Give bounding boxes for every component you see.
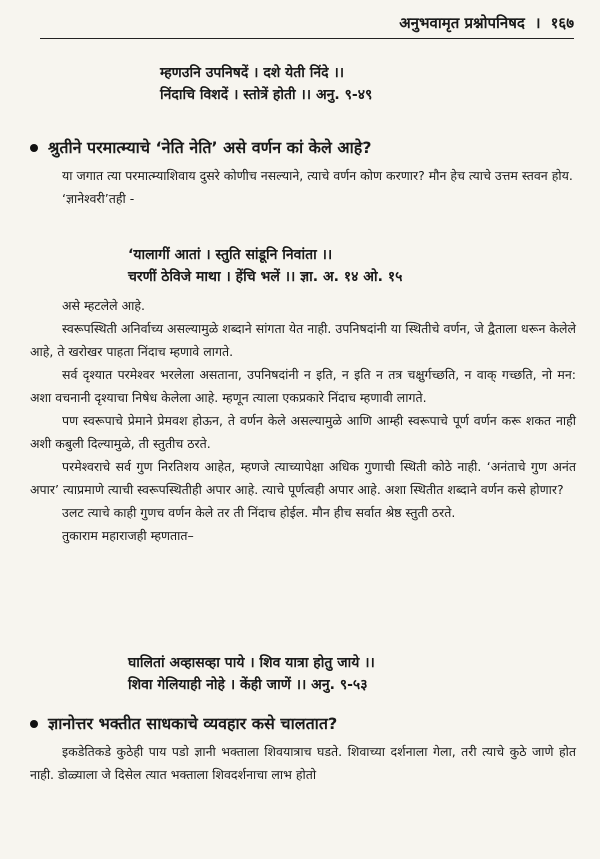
verse-line: म्हणउनि उपनिषदें । दशे येती निंदे ।। [160, 65, 345, 81]
paragraph: या जगात त्या परमात्म्याशिवाय दुसरे कोणीच नसल्याने, त्याचे वर्णन कोण करणार? मौन हेच त्याचे उत्तम स्तवन होय. [62, 168, 573, 183]
question-heading-2 [30, 712, 580, 736]
verse-block-1 [160, 62, 372, 106]
bullet-icon [30, 720, 38, 728]
paragraph: परमेश्वराचे सर्व गुण निरतिशय आहेत, म्हणजे त्याच्यापेक्षा अधिक गुणाची स्थिती कोठे नाही. ‘अनंताचे गुण अनंत अपार’ त्याप्रमाणे त्याची स्वरूपस्थितीही अपार आहे. त्याचे पूर्णत्वही अपार आहे. अशा स्थितीत शब्दाने वर्णन कसे होणार? [30, 459, 576, 497]
paragraph: इकडेतिकडे कुठेही पाय पडो ज्ञानी भक्ताला शिवयात्राच घडते. शिवाच्या दर्शनाला गेला, तरी त्याचे कुठे जाणे होत नाही. डोळ्याला जे दिसेल त्यात भक्ताला शिवदर्शनाचा लाभ होतो [30, 744, 576, 782]
question-text: ज्ञानोत्तर भक्तीत साधकाचे व्यवहार कसे चालतात? [48, 714, 338, 733]
verse-line: ‘यालागीं आतां । स्तुति सांडूनि निवांता ।। [128, 247, 333, 263]
verse-line: घालितां अव्हासव्हा पाये । शिव यात्रा होतु जाये ।। [128, 655, 375, 671]
answer-paragraph-1 [30, 164, 576, 210]
question-text: श्रुतीने परमात्म्याचे ‘नेति नेति’ असे वर्णन कां केले आहे? [48, 138, 372, 157]
verse-block-2 [128, 244, 402, 288]
paragraph: पण स्वरूपाचे प्रेमाने प्रेमवश होऊन, ते वर्णन केले असल्यामुळे आणि आम्ही स्वरूपाचे पूर्ण वर्णन करू शकत नाही अशी कबुली दिल्यामुळे, ती स्तुतीच ठरते. [30, 413, 576, 451]
verse-line: चरणीं ठेविजे माथा । हेंचि भलें ।। ज्ञा. अ. १४ ओ. १५ [128, 269, 403, 285]
paragraph: असे म्हटलेले आहे. [62, 298, 145, 313]
paragraph: स्वरूपस्थिती अनिर्वाच्य असल्यामुळे शब्दाने सांगता येत नाही. उपनिषदांनी या स्थितीचे वर्णन, जे द्वैताला धरून केलेले आहे, ते खरोखर पाहता निंदाच म्हणावे लागते. [30, 321, 576, 359]
page-header [40, 8, 574, 39]
paragraph: उलट त्याचे काही गुणच वर्णन केले तर ती निंदाच होईल. मौन हीच सर्वात श्रेष्ठ स्तुती ठरते. [62, 505, 456, 520]
verse-line: निंदाचि विशदें । स्तोत्रें होती ।। अनु. ९-४९ [160, 87, 373, 103]
paragraph: सर्व दृश्यात परमेश्वर भरलेला असताना, उपनिषदांनी न इति, न इति न तत्र चक्षुर्गच्छति, न वाक् गच्छति, नो मन: अशा वचनानी दृश्याचा निषेध केलेला आहे. म्हणून त्याला एकप्रकारे निंदाच म्हणावी लागते. [30, 367, 576, 405]
paragraph: ‘ज्ञानेश्वरी’तही - [62, 191, 135, 206]
answer-body [30, 294, 576, 547]
question-heading-1 [30, 136, 580, 160]
page-number: १६७ [550, 14, 574, 32]
answer-paragraph-2 [30, 740, 576, 786]
paragraph: तुकाराम महाराजही म्हणतात– [62, 528, 194, 543]
bullet-icon [30, 144, 38, 152]
header-separator: । [534, 14, 541, 32]
book-title: अनुभवामृत प्रश्नोपनिषद [399, 14, 525, 32]
verse-block-3 [128, 652, 375, 696]
verse-line: शिवा गेलियाही नोहे । केंही जाणें ।। अनु. ९-५३ [128, 677, 368, 693]
